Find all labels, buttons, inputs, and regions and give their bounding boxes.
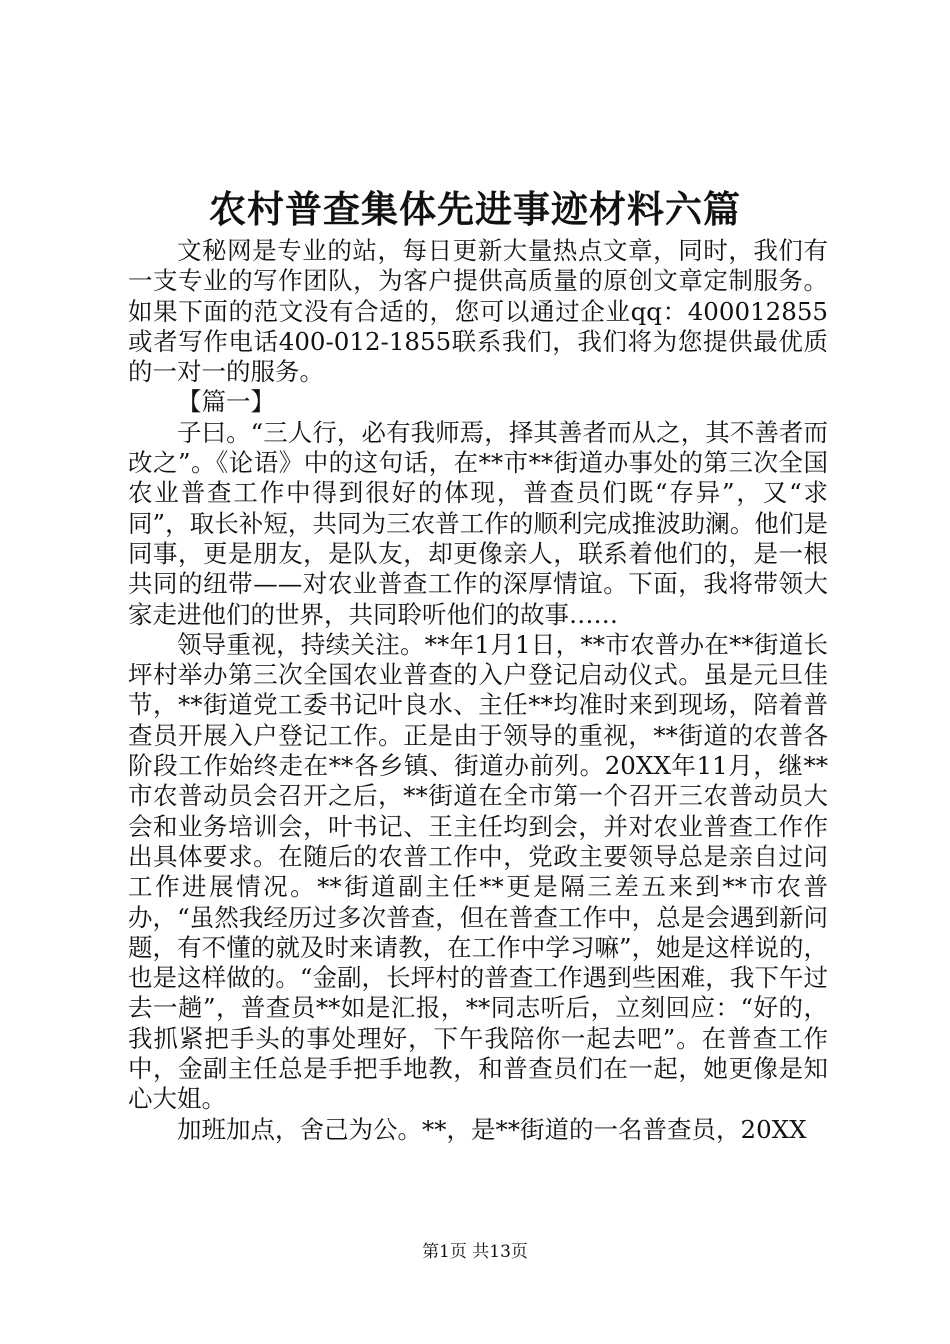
- body-paragraph: 子曰。“三人行，必有我师焉，择其善者而从之，其不善者而改之”。《论语》中的这句话，在**市**街道办事处的第三次全国农业普查工作中得到很好的体现，普查员们既“存异”，又“求同”，取长补短，共同为三农普工作的顺利完成推波助澜。他们是同事，更是朋友，是队友，却更像亲人，联系着他们的，是一根共同的纽带——对农业普查工作的深厚情谊。下面，我将带领大家走进他们的世界，共同聆听他们的故事……: [128, 417, 828, 629]
- section-heading: 【篇一】: [177, 387, 275, 417]
- body-paragraph: 加班加点，舍己为公。**，是**街道的一名普查员，20XX: [177, 1114, 807, 1144]
- body-paragraph: 领导重视，持续关注。**年1月1日，**市农普办在**街道长坪村举办第三次全国农业普查的入户登记启动仪式。虽是元旦佳节，**街道党工委书记叶良水、主任**均准时来到现场，陪着普查员开展入户登记工作。正是由于领导的重视，**街道的农普各阶段工作始终走在**各乡镇、街道办前列。20XX年11月，继**市农普动员会召开之后，**街道在全市第一个召开三农普动员大会和业务培训会，叶书记、王主任均到会，并对农业普查工作作出具体要求。在随后的农普工作中，党政主要领导总是亲自过问工作进展情况。**街道副主任**更是隔三差五来到**市农普办，“虽然我经历过多次普查，但在普查工作中，总是会遇到新问题，有不懂的就及时来请教，在工作中学习嘛”，她是这样说的，也是这样做的。“金副，长坪村的普查工作遇到些困难，我下午过去一趟”，普查员**如是汇报，**同志听后，立刻回应：“好的，我抓紧把手头的事处理好，下午我陪你一起去吧”。在普查工作中，金副主任总是手把手地教，和普查员们在一起，她更像是知心大姐。: [128, 629, 828, 1114]
- document-title: 农村普查集体先进事迹材料六篇: [209, 187, 741, 231]
- page-number-footer: 第1页 共13页: [422, 1242, 528, 1262]
- document-body: [128, 236, 828, 1145]
- intro-paragraph: 文秘网是专业的站，每日更新大量热点文章，同时，我们有一支专业的写作团队，为客户提供高质量的原创文章定制服务。如果下面的范文没有合适的，您可以通过企业qq：400012855或者写作电话400-012-1855联系我们，我们将为您提供最优质的一对一的服务。: [128, 236, 828, 387]
